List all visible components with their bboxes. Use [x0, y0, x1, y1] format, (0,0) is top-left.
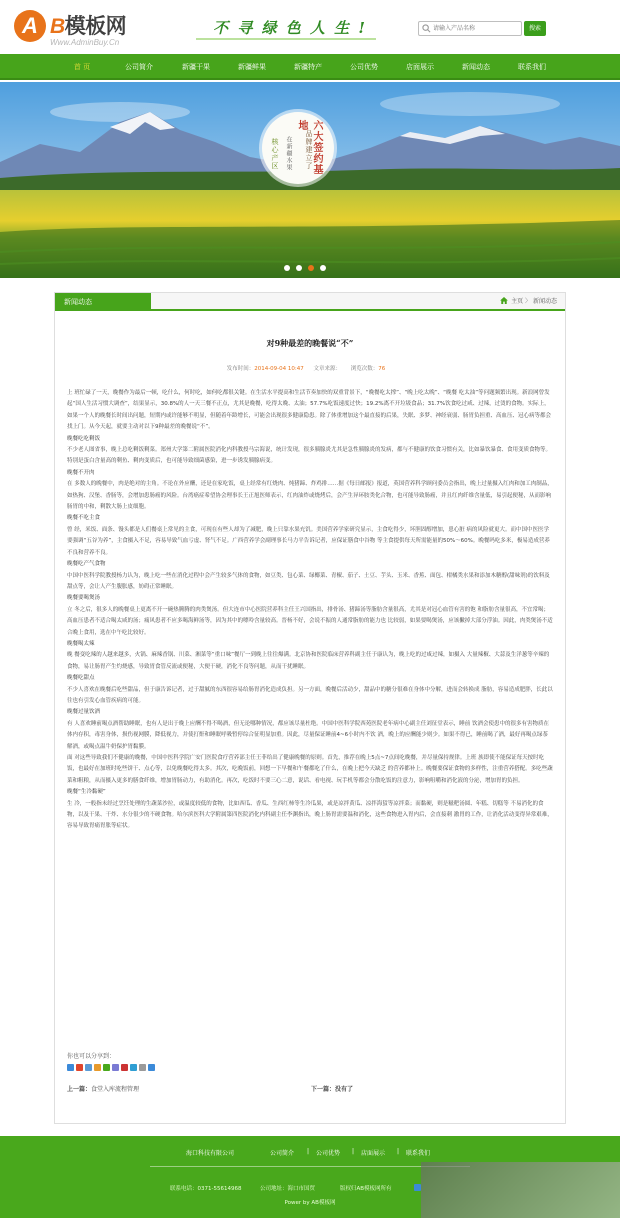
section-header — [55, 293, 565, 311]
nav-dried-fruit[interactable]: 新疆干果 — [182, 63, 210, 71]
footer-address: 公司地址：海口市国贸 — [260, 1186, 316, 1192]
footer-separator: | — [307, 1148, 310, 1155]
article-subheading: 晚餐吃产气食物 — [67, 561, 106, 568]
article-paragraph: 不少人喜欢在晚餐后吃些甜品，但于康告诉记者，过于甜腻的东西很容易给肠胃消化造成负担。另一方面，晚餐后活动少，甜品中的糖分很难在身体中分解，进而会转换成 脂肪，容易造成肥胖，长此以往也有引发心血管疾病的可能。 — [67, 686, 553, 704]
breadcrumb-separator: 〉 — [525, 298, 532, 305]
article-subheading: 晚餐喝太辣 — [67, 640, 95, 647]
slide-dot-3[interactable] — [308, 265, 314, 271]
badge-line3: 在新疆水果 — [285, 136, 292, 171]
banner-badge — [262, 112, 334, 184]
share-weibo-icon[interactable] — [76, 1064, 83, 1071]
article-title: 对9种最差的晚餐说“不” — [266, 338, 354, 348]
next-label: 下一篇： — [311, 1086, 336, 1093]
search-icon — [422, 24, 431, 33]
article-paragraph: 不少老人图省事，晚上总吃剩饭剩菜。郑州大学第二附属医院消化内科教授马宗海说，统计发现，很多胰腺炎尤其是急性胰腺炎的发病，都与不健康的饮食习惯有关，比如暴饮暴食、食用变质食物等。特别是蛋白含量高的剩鱼、剩肉变质后，也可能导致细菌感染，进一步诱发胰腺病变。 — [67, 447, 552, 465]
footer-link-stores[interactable]: 店面展示 — [361, 1150, 386, 1157]
prev-article[interactable] — [67, 1084, 139, 1093]
breadcrumb-home[interactable]: 主页 — [511, 298, 524, 305]
nav-stores[interactable]: 店面展示 — [406, 63, 434, 71]
slide-dots — [284, 265, 332, 273]
badge-line1: 品牌建立了 — [305, 130, 313, 170]
search-input[interactable] — [418, 21, 522, 36]
article-paragraph: 上 班忙碌了一天，晚餐作为最后一顿，吃什么，何时吃，如何吃都很关键。在生活水平提高和生活节奏加快的双重背景下，“晚餐吃太撑”、“晚上吃太晚”、“晚餐 吃太油”等问题频繁出现。新浪网曾发起“国人生活习惯大调查”，结果显示，30.8%的人一天三餐不正点，尤其是晚餐，吃得太晚、太油；57.7%吃饭速度过快；19.2%离不开垃圾食品；31.7%饮食吃过咸、过辣，过烫的食物。实际上，如果一个人的晚餐长时间出问题，短期内或许能够不明显，但随着年龄增长，可能会出现很多健康隐患。除了体重增加这个最直接的后果，失眠、多梦、神经衰弱、肠胃负担重、高血压、冠心病等都会找上门。从今天起，就要主动对以下9种最差的晚餐说“不”。 — [67, 390, 552, 431]
nav-news[interactable]: 新闻动态 — [462, 63, 490, 71]
prev-label: 上一篇： — [67, 1086, 92, 1093]
footer-separator: | — [397, 1148, 400, 1155]
article-paragraph: 中国中医科学院教授杨力认为，晚上吃一些在消化过程中会产生较多气体的食物，如豆类、包心菜、绿椰菜、青椒、茄子、土豆、芋头、玉米、香蕉、面包、柑橘类水果和添加木糖醇(甜味剂)的饮料及甜点等，会让人产生腹胀感，妨碍正常睡眠。 — [67, 572, 550, 590]
news-content-panel — [54, 292, 566, 1124]
article-paragraph: 面 对这些导致我们不健康的晚餐，中国中医科学院广安门医院食疗营养部主任王菲给出了健康晚餐的原则。首先，推荐在晚上5点~7点间吃晚餐，并尽量保持规律。上班 族即使不能保证每天按时吃饭，也最好在加班时吃些饼干、点心等，以免晚餐吃得太多。其次，吃晚饭前，回想一下早餐和午餐都吃了什么，在晚上把今天缺乏 的营养都补上。晚餐要保证食物的多样性，注重营养搭配。多吃些蔬菜和粗粮，从而摄入更多的膳食纤维，增加胃肠动力，有助消化。再次，吃饭时不要三心二意，说话、看电视、玩手机等都会分散吃饭的注意力，影响咀嚼和消化液的分泌，增加胃的负担。 — [67, 755, 553, 784]
footer-separator: | — [352, 1148, 355, 1155]
share-count-icon[interactable] — [148, 1064, 155, 1071]
next-article[interactable] — [311, 1084, 353, 1093]
nav-company-intro[interactable]: 公司简介 — [125, 63, 153, 71]
share-kaixin-icon[interactable] — [121, 1064, 128, 1071]
logo-model: 模板网 — [64, 15, 127, 38]
next-link[interactable]: 没有了 — [335, 1086, 354, 1093]
section-title: 新闻动态 — [55, 293, 151, 311]
views-value: 76 — [378, 366, 386, 372]
footer-link-contact[interactable]: 联系我们 — [406, 1150, 431, 1157]
badge-line4: 核心产区 — [271, 138, 279, 170]
article-subheading: 晚餐不吃主食 — [67, 515, 101, 522]
slide-dot-1[interactable] — [284, 265, 290, 271]
nav-specialty[interactable]: 新疆特产 — [294, 63, 322, 71]
nav-contact[interactable]: 联系我们 — [518, 63, 546, 71]
back-to-top-icon[interactable] — [414, 1184, 421, 1191]
slogan-underline — [196, 38, 376, 40]
logo-text — [50, 10, 126, 40]
share-qzone-icon[interactable] — [67, 1064, 74, 1071]
corner-overlay — [421, 1162, 620, 1218]
share-more-icon[interactable] — [139, 1064, 146, 1071]
footer-link-advantages[interactable]: 公司优势 — [316, 1150, 341, 1157]
share-tieba-icon[interactable] — [130, 1064, 137, 1071]
hero-banner[interactable] — [0, 82, 620, 278]
site-header — [0, 0, 620, 54]
article-subheading: 晚餐要喝煲汤 — [67, 595, 101, 602]
share-label: 你也可以分享到： — [67, 1053, 116, 1060]
article-subheading: 晚餐过量饮酒 — [67, 709, 101, 716]
logo-mark: A — [14, 10, 46, 42]
nav-fresh-fruit[interactable]: 新疆鲜果 — [238, 63, 266, 71]
search-button[interactable]: 搜索 — [524, 21, 546, 36]
slogan: 不 寻 绿 色 人 生 ! — [213, 19, 367, 37]
footer-links — [0, 1148, 620, 1158]
article-subheading: 晚餐吃吃剩饭 — [67, 435, 101, 442]
article-paragraph: 曾 经，米饭、面条、馒头都是人们餐桌上常见的主食，可现在有些人却为了减肥，晚上只靠水果充饥。美国营养学家研究显示，主食吃得少，坏胆固醇增加，患心脏 病的风险就更大。而中国中医医学要强调“五谷为养”，主食摄入不足，容易导致气血亏虚、肾气不足。广西营养学会副理事长马力平告诉记者，应保证膳食中谷物 等主食提供每天所需能量的50%～60%。晚餐吗吃多米，极易造成营养不良和营养不良。 — [67, 526, 550, 556]
article-paragraph: 生 冷，一般指未经过烹饪处理的生蔬菜沙拉，或温度较低的食物，比如西瓜、香瓜、生西红柿等生冷瓜果，或是凉拌黄瓜、凉拌海蜇等凉拌菜；而黏硬，则是糍粑汤圆、年糕、切糕等 不易消化的食物，以及干果、干炸、水分很少的不硬食物。哈尔滨医科大学附属第四医院消化内科副主任李渊指出，晚上肠胃需要温和消化，这些食物进入胃内后，会直接刺 激胃的工作，让消化活动变得异常艰难，容易导致胃痛胃胀等症状。 — [67, 800, 553, 830]
share-douban-icon[interactable] — [112, 1064, 119, 1071]
nav-advantages[interactable]: 公司优势 — [350, 63, 378, 71]
article-paragraph: 立 冬之后，很多人的晚餐桌上更离不开一碗热腾腾的肉类煲汤。但大连市中心医院营养科主任王兴国指出，排骨汤、猪蹄汤等脂肪含量很高，尤其是对冠心血管有害的饱 和脂肪含量很高，不宜常喝；高血压患者不适合喝太咸的汤；痛风患者不应多喝海鲜汤等，因为其中的嘌呤含量较高。晋杨不好，会说不振的人通常脂肪的能力也 比较弱，如果要喝煲汤，应该撇掉大部分浮油。因此，肉类煲汤不适合晚上食用，选在中午吃比较好。 — [67, 606, 553, 636]
logo-brand: B — [50, 15, 65, 38]
article-paragraph: 有 人喜欢睡前喝点酒帮助睡眠，也有人是出于晚上应酬不得不喝酒，但无论哪种情况，都应该尽量杜绝。中国中医科学院西苑医院老年病中心副主任刘征堂表示，睡前 饮酒会使患中的很多有害物质在体内存积，毒害身体，损伤视网膜，降低视力，并使打鼾和睡眠呼吸暂停综合征明显加重。因此，尽量保证睡前4~6小时内不饮 酒，晚上的应酬能少则少。如果不得已，睡前喝了酒，最好再喝点绿茶解酒，或喝点温牛奶保护胃黏膜。 — [67, 720, 550, 750]
article-subheading: 晚餐不开肉 — [67, 469, 95, 476]
main-nav — [0, 54, 620, 80]
share-wechat-icon[interactable] — [103, 1064, 110, 1071]
footer-company: 海口科技有限公司 — [186, 1150, 235, 1157]
share-icons — [67, 1064, 157, 1072]
breadcrumb-current[interactable]: 新闻动态 — [532, 298, 557, 305]
footer-link-intro[interactable]: 公司简介 — [270, 1150, 295, 1157]
article-subheading: 晚餐吃甜点 — [67, 675, 95, 682]
published-label: 发布时间： — [226, 366, 255, 372]
slide-dot-2[interactable] — [296, 265, 302, 271]
site-logo[interactable] — [14, 8, 164, 50]
badge-line2: 六大签约基地 — [296, 120, 322, 175]
home-icon — [500, 297, 508, 304]
source-label: 文章来源： — [313, 366, 342, 372]
article-paragraph: 在 多数人的晚餐中，肉是绝对的主角。不论在外应酬，还是在家吃饭，桌上经常有红烧肉、炖猪蹄、炸鸡排……据《每日邮报》报道，英国营养科学顾问委员会指出，晚上过量摄入红肉和加工肉制品，如热狗、汉堡、香肠等，会增加患肠癌的风险。台湾癌症希望协会理事长王正旭医师表示，红肉油炸或烧烤后，会产生异环胺类化合物，也可能导致肠癌，并且红肉纤维含量低，易引起便秘，从而影响肠胃的中和，剩散大肠上皮细胞。 — [67, 481, 553, 511]
share-tqq-icon[interactable] — [85, 1064, 92, 1071]
footer-power: Power by AB模板网 — [284, 1200, 336, 1206]
article-subheading: 晚餐“生冷黏硬” — [67, 789, 106, 796]
breadcrumb — [500, 293, 557, 311]
logo-url: Www.AdminBuy.Cn — [50, 38, 120, 47]
footer-copyright: 版权归AB模板网所有 — [340, 1186, 392, 1192]
article-meta — [55, 364, 565, 372]
article-paragraph: 晚 餐变吃辣的人越来越多，火锅、麻辣香锅、川菜、湘菜等“重口味”餐厅一到晚上往往爆满。北京协和医院临床营养科副主任于康认为，晚上吃的过咸过辣，如摄入 大量辣椒、大蒜及生洋葱等辛辣的食物，易让肠胃产生灼烧感，导致胃食管反流或便秘，大便干硬，消化不良等问题，从而干扰睡眠。 — [67, 652, 550, 670]
views-label: 浏览次数： — [350, 366, 379, 372]
slide-dot-4[interactable] — [320, 265, 326, 271]
article-body — [67, 388, 553, 833]
prev-link[interactable]: 食堂入库流程管理 — [91, 1086, 140, 1093]
footer-phone: 联系电话：0371-55614968 — [170, 1186, 242, 1192]
published-value: 2014-09-04 10:47 — [254, 366, 304, 372]
share-renren-icon[interactable] — [94, 1064, 101, 1071]
nav-home[interactable]: 首 页 — [73, 63, 91, 71]
